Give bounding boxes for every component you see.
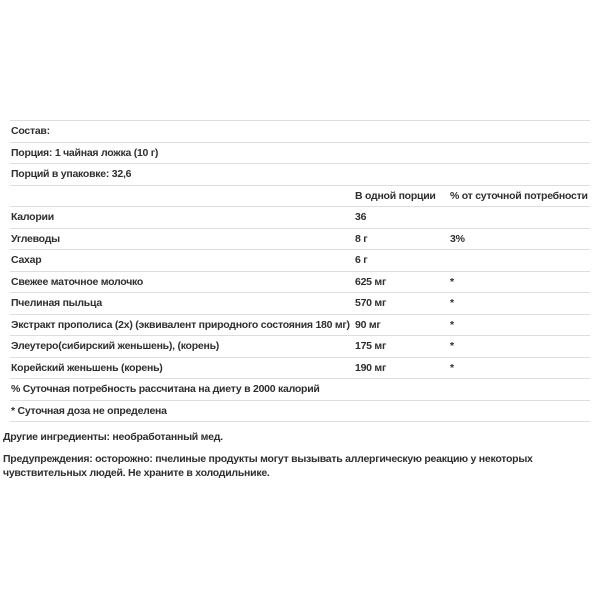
table-row	[10, 229, 590, 251]
table-row-serving-info	[10, 143, 590, 165]
table-row	[10, 272, 590, 294]
row-per-serving: 90 мг	[355, 318, 381, 331]
row-label: Углеводы	[11, 232, 60, 245]
row-per-serving: 6 г	[355, 254, 368, 267]
row-label: Пчелиная пыльца	[11, 297, 102, 310]
other-ingredients-paragraph	[3, 430, 597, 444]
table-row	[10, 250, 590, 272]
header-per-serving: В одной порции	[355, 189, 436, 202]
row-label: Элеутеро(сибирский женьшень), (корень)	[11, 340, 220, 353]
row-per-serving: 8 г	[355, 232, 368, 245]
table-row	[10, 207, 590, 229]
row-daily-value: 3%	[450, 232, 465, 245]
row-per-serving: 625 мг	[355, 275, 387, 288]
row-label: Корейский женьшень (корень)	[11, 361, 163, 374]
table-row-serving-info	[10, 164, 590, 186]
daily-value-footnote: % Суточная потребность рассчитана на диету в 2000 калорий	[11, 383, 320, 396]
other-ingredients-text: необработанный мед.	[109, 431, 223, 443]
row-per-serving: 190 мг	[355, 361, 387, 374]
row-label: Сахар	[11, 254, 42, 267]
warnings-text: осторожно: пчелиные продукты могут вызывать аллергическую реакцию у некоторых чувствительных людей. Не храните в холодильнике.	[3, 453, 533, 479]
warnings-label: Предупреждения:	[3, 453, 93, 465]
table-row	[10, 336, 590, 358]
warnings-paragraph	[3, 452, 597, 480]
row-daily-value: *	[450, 275, 454, 288]
serving-size-label: Порция: 1 чайная ложка (10 г)	[11, 146, 159, 159]
table-row	[10, 293, 590, 315]
other-ingredients-label: Другие ингредиенты:	[3, 431, 110, 443]
row-label: Свежее маточное молочко	[11, 275, 144, 288]
composition-label: Состав:	[11, 125, 50, 138]
row-daily-value: *	[450, 340, 454, 353]
table-row	[10, 358, 590, 380]
asterisk-footnote: * Суточная доза не определена	[11, 404, 167, 417]
row-per-serving: 36	[355, 211, 367, 224]
row-label: Экстракт прополиса (2x) (эквивалент природного состояния 180 мг)	[11, 318, 350, 331]
row-daily-value: *	[450, 361, 454, 374]
row-per-serving: 570 мг	[355, 297, 387, 310]
row-daily-value: *	[450, 318, 454, 331]
row-label: Калории	[11, 211, 54, 224]
servings-per-container-label: Порций в упаковке: 32,6	[11, 168, 132, 181]
table-footnote-row	[10, 379, 590, 401]
table-header-row	[10, 186, 590, 208]
row-daily-value: *	[450, 297, 454, 310]
header-daily-value: % от суточной потребности	[450, 189, 588, 202]
supplement-facts-table	[10, 120, 590, 422]
row-per-serving: 175 мг	[355, 340, 387, 353]
table-row-serving-info	[10, 121, 590, 143]
table-row	[10, 315, 590, 337]
table-footnote-row	[10, 401, 590, 423]
